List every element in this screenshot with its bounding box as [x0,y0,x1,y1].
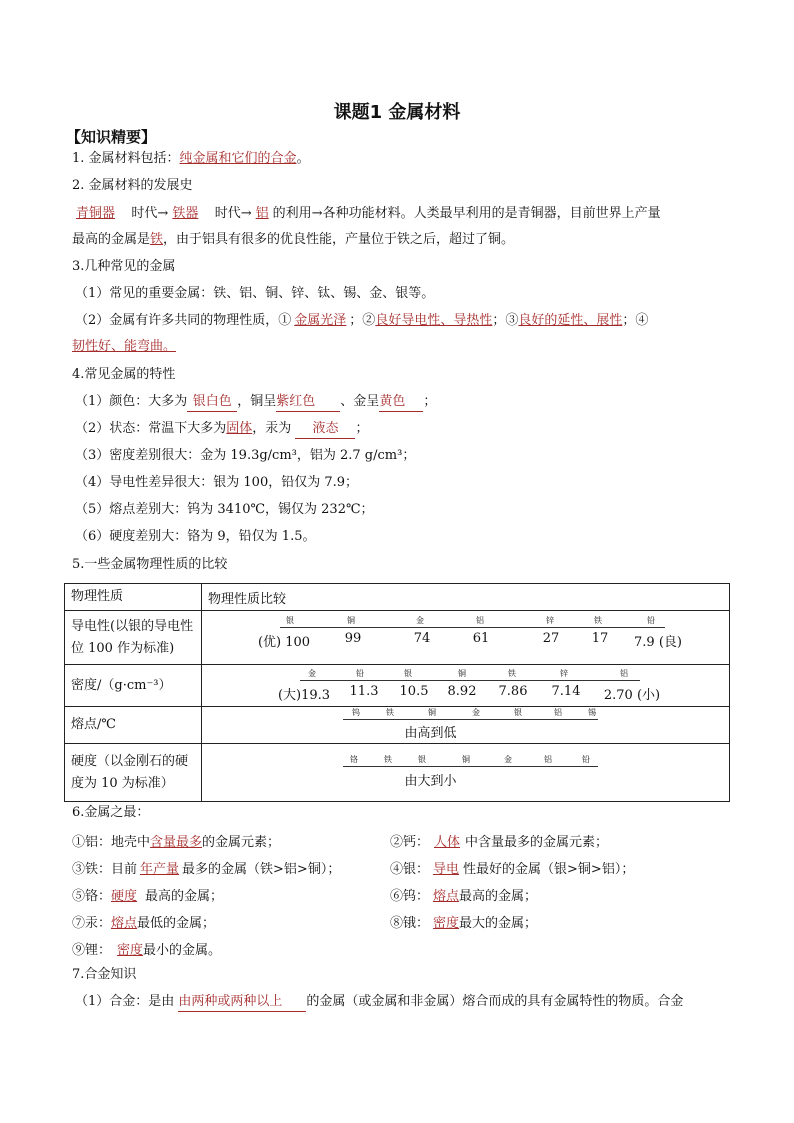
answer-blank: 铝 [255,206,269,221]
fact-item: ①铝：地壳中含量最多的金属元素； [72,835,281,850]
table-row [65,744,730,802]
item-4-l3: （3）密度差别很大：金为 19.3g/cm³，铝为 2.7 g/cm³； [75,448,416,463]
metal-name: 铜 [428,708,436,717]
scale-cell [202,707,730,744]
answer-blank: 熔点 [111,916,138,931]
item-7-heading: 7.合金知识 [72,967,137,982]
melting-point-scale [208,709,723,741]
table-row [65,611,730,665]
fact-item: ⑦汞：熔点最低的金属； [72,916,216,931]
scale-value: 8.92 [447,683,477,699]
fact-item: ②钙： 人体 中含量最多的金属元素； [390,835,609,850]
hardness-scale [208,754,723,792]
item-5-heading: 5.一些金属物理性质的比较 [72,557,228,572]
conductivity-scale [208,615,723,661]
metal-name: 铝 [476,615,484,625]
table-row [65,584,730,611]
metal-name: 金 [504,754,512,764]
answer-blank: 韧性好、能弯曲。 [72,339,177,354]
item-2-heading: 2. 金属材料的发展史 [72,178,193,193]
item-4-l1: （1）颜色：大多为 银白色 ，铜呈紫红色 、金呈黄色 ； [75,393,436,412]
metal-name: 金 [472,708,480,717]
table-row [65,665,730,707]
answer-blank: 良好的延性、展性 [518,313,623,328]
answer-blank: 硬度 [111,889,138,904]
scale-value: 61 [472,630,490,646]
answer-blank: 含量最多 [150,835,203,850]
row-label: 导电性(以银的导电性位 100 作为标准) [65,611,202,665]
item-4-l4: （4）导电性差异很大：银为 100，铅仅为 7.9； [75,475,359,490]
scale-value: (优) 100 [257,634,311,650]
metal-name: 铅 [356,668,364,678]
row-label: 熔点/℃ [65,707,202,744]
row-label: 密度/（g·cm⁻³） [65,665,202,707]
item-3-heading: 3.几种常见的金属 [72,259,176,274]
fact-item: ⑤铬：硬度 最高的金属； [72,889,224,904]
section-heading: 【知识精要】 [66,128,157,146]
scale-caption: 由高到低 [404,726,457,741]
metal-name: 铅 [582,754,590,764]
metal-name: 银 [404,668,412,678]
answer-blank: 青铜器 [76,206,116,221]
metal-name: 锌 [560,668,568,678]
answer-blank: 紫红色 [276,393,340,412]
metal-name: 银 [418,754,426,764]
item-7-p1: （1）合金：是由 由两种或两种以上 的金属（或金属和非金属）熔合而成的具有金属特性的物质。合金 [75,993,683,1012]
item-4-l5: （5）熔点差别大：钨为 3410℃，锡仅为 232℃； [75,502,374,517]
item-3-p1: （1）常见的重要金属：铁、铝、铜、锌、钛、锡、金、银等。 [75,286,435,301]
scale-value: 99 [344,630,362,646]
answer-blank: 密度 [117,943,144,958]
metal-name: 铜 [347,615,355,625]
table-row [65,707,730,744]
answer-blank: 年产量 [140,862,180,877]
comparison-table [64,583,730,802]
item-4-heading: 4.常见金属的特性 [72,367,176,382]
fact-item: ④银： 导电 性最好的金属（银>铜>铝）； [390,862,635,877]
answer-blank: 良好导电性、导热性 [375,313,493,328]
item-6-heading: 6.金属之最： [72,805,150,820]
fact-item: ⑧锇： 密度最大的金属； [390,916,538,931]
scale-cell [202,744,730,802]
metal-name: 铜 [458,668,466,678]
answer-blank: 铁 [150,232,164,247]
answer-blank: 液态 [295,420,355,439]
scale-value: 7.86 [498,683,528,699]
scale-value: 11.3 [349,683,379,699]
fact-item: ⑨锂： 密度最小的金属。 [72,943,222,958]
row-label: 硬度（以金刚石的硬度为 10 为标准） [65,744,202,802]
density-scale [208,668,723,704]
fact-item: ③铁：目前 年产量 最多的金属（铁>铝>铜）； [72,862,341,877]
scale-rule [300,680,640,681]
metal-name: 银 [286,615,294,625]
metal-name: 银 [514,708,522,717]
scale-value: 7.14 [551,683,581,699]
table-header: 物理性质比较 [202,584,730,611]
answer-blank: 熔点 [433,889,460,904]
scale-value: 7.9 (良) [634,634,682,650]
answer-blank: 金属光泽 [294,313,347,328]
scale-value: 74 [413,630,431,646]
metal-name: 铁 [384,754,392,764]
metal-name: 铁 [508,668,516,678]
answer-blank: 密度 [433,916,460,931]
answer-blank: 黄色 [379,393,423,412]
scale-rule [343,766,598,767]
metal-name: 铝 [620,668,628,678]
item-4-l2: （2）状态：常温下大多为固体，汞为 液态 ； [75,420,368,439]
metal-name: 铬 [350,754,358,764]
scale-caption: 由大到小 [404,773,457,789]
answer-blank: 导电 [433,862,460,877]
table-header: 物理性质 [65,584,202,611]
item-3-p2: （2）金属有许多共同的物理性质，① 金属光泽 ；②良好导电性、导热性；③良好的延性、展性；④ [75,313,649,328]
metal-name: 钨 [352,708,360,717]
scale-value: (大)19.3 [277,687,331,703]
scale-value: 17 [591,630,609,646]
answer-blank: 固体 [226,421,253,436]
metal-name: 锡 [588,708,596,717]
scale-value: 27 [542,630,560,646]
item-2-line-1: 青铜器 时代→ 铁器 时代→ 铝 的利用→各种功能材料。人类最早利用的是青铜器，目前世界上产量 [72,205,661,223]
item-1: 1. 金属材料包括：纯金属和它们的合金。 [72,151,310,166]
scale-value: 10.5 [399,683,429,699]
answer-blank: 铁器 [172,206,199,221]
metal-name: 铅 [647,615,655,625]
scale-cell [202,611,730,665]
metal-name: 铝 [554,708,562,717]
scale-value: 2.70 (小) [603,687,661,703]
metal-name: 铝 [544,754,552,764]
answer-blank: 纯金属和它们的合金 [179,151,297,166]
scale-rule [343,719,598,720]
item-3-p2-cont [72,338,176,356]
answer-blank: 人体 [434,835,461,850]
item-2-line-2: 最高的金属是铁，由于铝具有很多的优良性能，产量位于铁之后，超过了铜。 [72,232,515,247]
answer-blank: 由两种或两种以上 [178,993,306,1012]
metal-name: 金 [416,615,424,625]
metal-name: 金 [308,668,316,678]
metal-name: 铁 [594,615,602,625]
fact-item: ⑥钨： 熔点最高的金属； [390,889,538,904]
metal-name: 铁 [386,708,394,717]
page-title: 课题1 金属材料 [333,102,461,123]
scale-rule [280,627,665,628]
metal-name: 铜 [462,754,470,764]
answer-blank: 银白色 [187,393,237,412]
item-4-l6: （6）硬度差别大：铬为 9，铅仅为 1.5。 [75,529,316,544]
metal-name: 锌 [546,615,554,625]
scale-cell [202,665,730,707]
